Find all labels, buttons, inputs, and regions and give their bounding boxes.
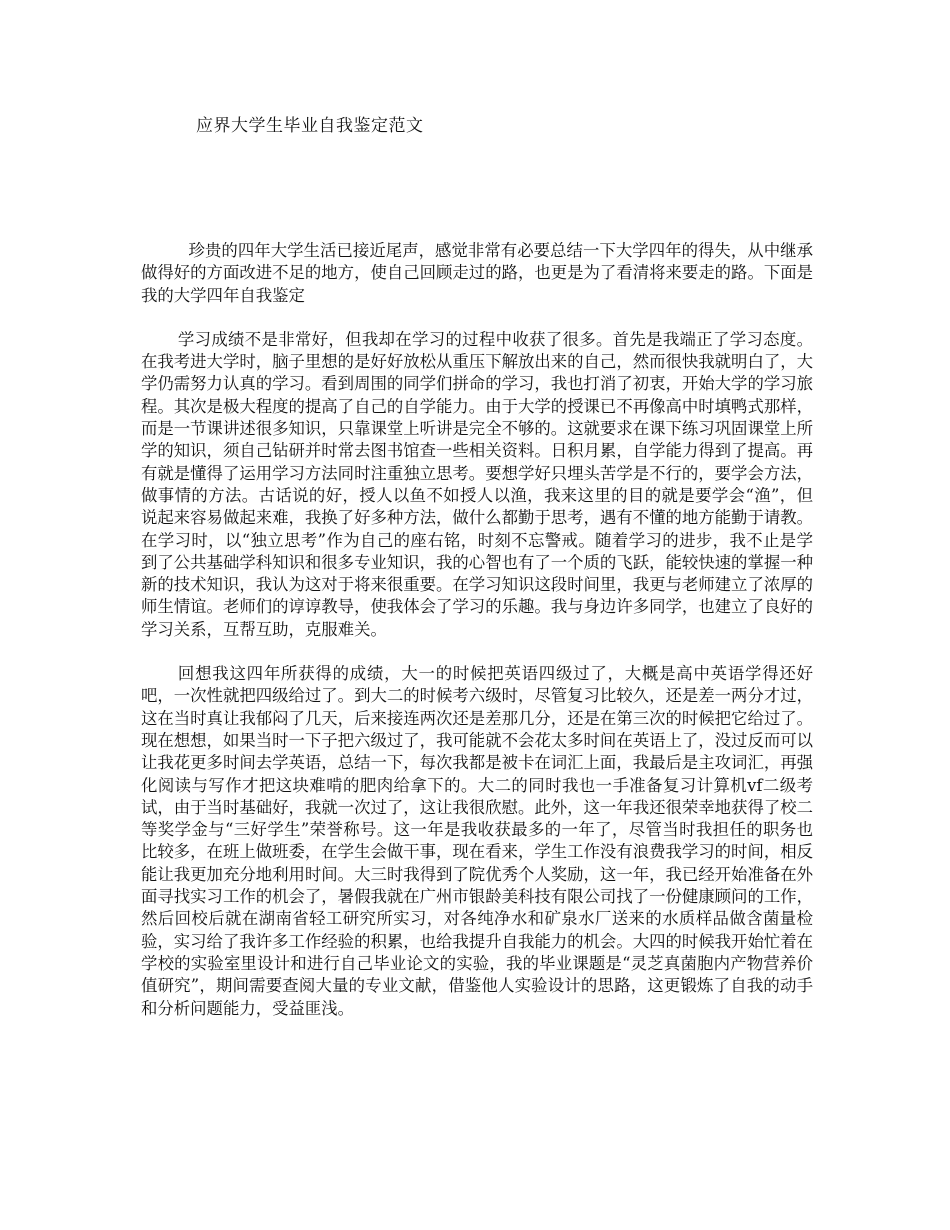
paragraph-study: 学习成绩不是非常好，但我却在学习的过程中收获了很多。首先是我端正了学习态度。在我考进大学时，脑子里想的是好好放松从重压下解放出来的自己，然而很快我就明白了，大学仍需努力认真的学习。看到周围的同学们拼命的学习，我也打消了初衷，开始大学的学习旅程。其次是极大程度的提高了自己的自学能力。由于大学的授课已不再像高中时填鸭式那样，而是一节课讲述很多知识，只靠课堂上听讲是完全不够的。这就要求在课下练习巩固课堂上所学的知识，须自己钻研并时常去图书馆查一些相关资料。日积月累，自学能力得到了提高。再有就是懂得了运用学习方法同时注重独立思考。要想学好只埋头苦学是不行的，要学会方法，做事情的方法。古话说的好，授人以鱼不如授人以渔，我来这里的目的就是要学会“渔”，但说起来容易做起来难，我换了好多种方法，做什么都勤于思考，遇有不懂的地方能勤于请教。在学习时，以“独立思考”作为自己的座右铭，时刻不忘警戒。随着学习的进步，我不止是学到了公共基础学科知识和很多专业知识，我的心智也有了一个质的飞跃，能较快速的掌握一种新的技术知识，我认为这对于将来很重要。在学习知识这段时间里，我更与老师建立了浓厚的师生情谊。老师们的谆谆教导，使我体会了学习的乐趣。我与身边许多同学，也建立了良好的学习关系，互帮互助，克服难关。 [141, 329, 814, 639]
paragraph-achievements: 回想我这四年所获得的成绩，大一的时候把英语四级过了，大概是高中英语学得还好吧，一次性就把四级给过了。到大二的时候考六级时，尽管复习比较久，还是差一两分才过，这在当时真让我郁闷了几天，后来接连两次还是差那几分，还是在第三次的时候把它给过了。现在想想，如果当时一下子把六级过了，我可能就不会花太多时间在英语上了，没过反而可以让我花更多时间去学英语，总结一下，每次我都是被卡在词汇上面，我最后是主攻词汇，再强化阅读与写作才把这块难啃的肥肉给拿下的。大二的同时我也一手准备复习计算机vf二级考试，由于当时基础好，我就一次过了，这让我很欣慰。此外，这一年我还很荣幸地获得了校二等奖学金与“三好学生”荣誉称号。这一年是我收获最多的一年了，尽管当时我担任的职务也比较多，在班上做班委，在学生会做干事，现在看来，学生工作没有浪费我学习的时间，相反能让我更加充分地利用时间。大三时我得到了院优秀个人奖励，这一年，我已经开始准备在外面寻找实习工作的机会了，暑假我就在广州市银龄美科技有限公司找了一份健康顾问的工作，然后回校后就在湖南省轻工研究所实习，对各纯净水和矿泉水厂送来的水质样品做含菌量检验，实习给了我许多工作经验的积累，也给我提升自我能力的机会。大四的时候我开始忙着在学校的实验室里设计和进行自己毕业论文的实验，我的毕业课题是“灵芝真菌胞内产物营养价值研究”，期间需要查阅大量的专业文献，借鉴他人实验设计的思路，这更锻炼了自我的动手和分析问题能力，受益匪浅。 [141, 664, 814, 1018]
document-body [141, 240, 813, 1042]
document-title: 应界大学生毕业自我鉴定范文 [196, 116, 424, 136]
paragraph-intro: 珍贵的四年大学生活已接近尾声，感觉非常有必要总结一下大学四年的得失，从中继承做得好的方面改进不足的地方，使自己回顾走过的路，也更是为了看清将来要走的路。下面是我的大学四年自我鉴定 [141, 241, 814, 305]
